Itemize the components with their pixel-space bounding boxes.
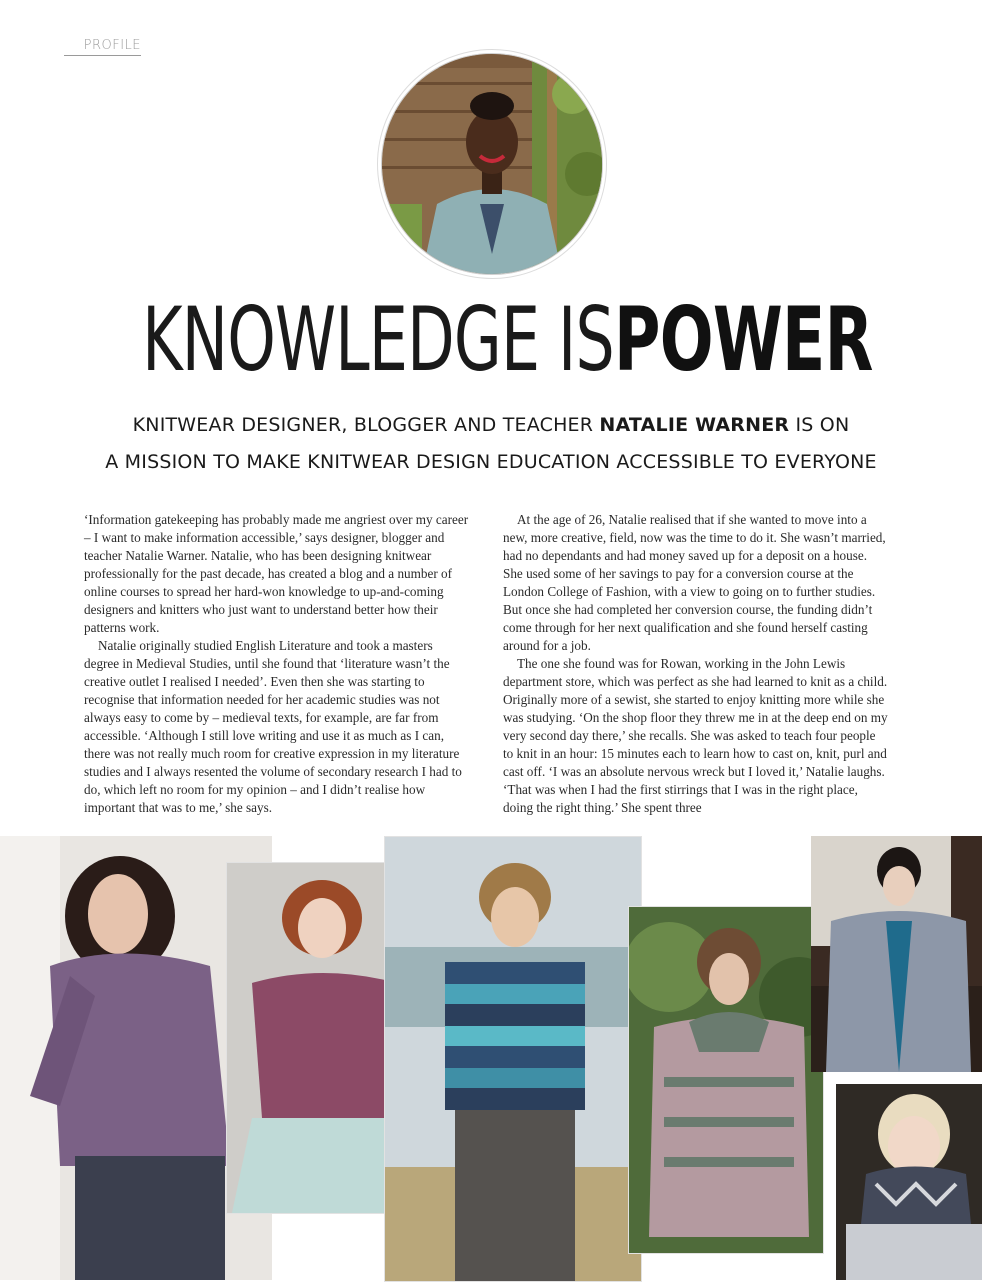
- section-label: PROFILE: [64, 38, 141, 56]
- body-paragraph: ‘Information gatekeeping has probably made me angriest over my career – I want to make information accessible,’ says designer, blogger and teacher Natalie Warner. Natalie, who has been designing knitwear professionally for the past decade, has created a blog and a number of online courses to spread her hard-won knowledge to up-and-coming designers and knitters who just want to understand better how their patterns work.: [84, 512, 469, 635]
- standfirst-post: IS ON: [789, 414, 850, 436]
- standfirst-pre: KNITWEAR DESIGNER, BLOGGER AND TEACHER: [132, 414, 600, 436]
- author-portrait: [381, 53, 603, 275]
- body-paragraph: Natalie originally studied English Literature and took a masters degree in Medieval Studies, until she found that ‘literature wasn’t the creative outlet I realised I needed’. Even then she was starting to recognise that information needed for her academic studies was not always easy to come by – medieval texts, for example, are far from accessible. ‘Although I still love writing and use it as much as I can, there was not really much room for creative expression in my literature studies and I always resented the volume of secondary research I had to do, which left no room for my opinion – and I didn’t realise how important that was to me,’ she says.: [84, 638, 462, 815]
- body-paragraph: At the age of 26, Natalie realised that if she wanted to move into a new, more creative, field, now was the time to do it. She wasn’t married, had no dependants and had money saved up for a deposit on a house. She used some of her savings to pay for a conversion course at the London College of Fashion, with a view to going on to further studies. But once she had completed her conversion course, the funding didn’t come through for her next qualification and she found herself casting around for a job.: [503, 512, 886, 653]
- headline: [0, 290, 982, 390]
- standfirst-line-2: A MISSION TO MAKE KNITWEAR DESIGN EDUCATION ACCESSIBLE TO EVERYONE: [105, 451, 877, 473]
- knitwear-photo-grey-cardigan: [811, 836, 982, 1072]
- knitwear-photo-striped-sweater: [384, 836, 642, 1282]
- body-paragraph: The one she found was for Rowan, working in the John Lewis department store, which was perfect as she had learned to knit as a child. Originally more of a sewist, she started to enjoy knitting more while she was studying. ‘On the shop floor they threw me in at the deep end on my very second day there,’ she recalls. She was asked to teach four people to knit in an hour: 15 minutes each to learn how to cast on, knit, purl and cast off. ‘I was an absolute nervous wreck but I loved it,’ Natalie laughs. ‘That was when I had the first stirrings that I was in the right place, doing the right thing.’ She spent three: [503, 656, 888, 815]
- knitwear-photo-cowl: [836, 1084, 982, 1280]
- portrait-image: [382, 54, 602, 274]
- body-column-2: [503, 511, 888, 817]
- knitwear-photo-colourwork-sweater: [628, 906, 824, 1254]
- headline-light: KNOWLEDGE IS: [142, 288, 614, 391]
- standfirst-line-1: [40, 414, 942, 436]
- standfirst-name: NATALIE WARNER: [599, 414, 790, 436]
- headline-bold: POWER: [613, 288, 873, 391]
- body-column-1: [84, 511, 469, 817]
